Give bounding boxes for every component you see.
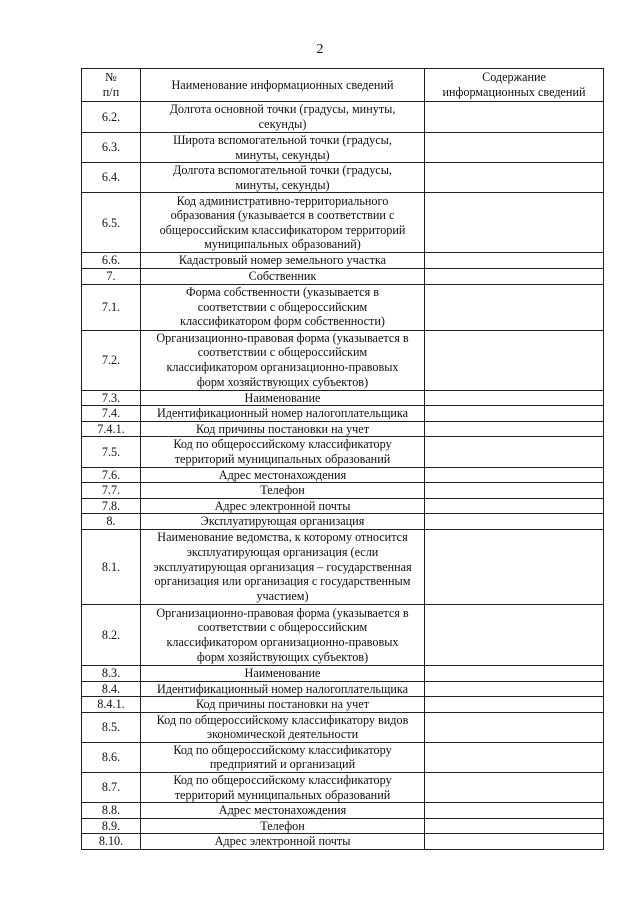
row-value[interactable] xyxy=(425,421,604,437)
table-row xyxy=(82,193,604,253)
table-row xyxy=(82,498,604,514)
table-row xyxy=(82,483,604,499)
row-name: Долгота вспомогательной точки (градусы, минуты, секунды) xyxy=(141,163,425,193)
info-table xyxy=(81,68,604,850)
row-value[interactable] xyxy=(425,803,604,819)
row-name: Идентификационный номер налогоплательщика xyxy=(141,406,425,422)
row-name: Код причины постановки на учет xyxy=(141,421,425,437)
row-value[interactable] xyxy=(425,681,604,697)
row-value[interactable] xyxy=(425,483,604,499)
table-row xyxy=(82,133,604,163)
table-row xyxy=(82,102,604,133)
table-row xyxy=(82,773,604,803)
table-row xyxy=(82,284,604,330)
row-name: Наименование xyxy=(141,390,425,406)
table-row xyxy=(82,818,604,834)
table-row xyxy=(82,834,604,850)
row-value[interactable] xyxy=(425,406,604,422)
row-value[interactable] xyxy=(425,818,604,834)
row-value[interactable] xyxy=(425,697,604,713)
row-name: Адрес местонахождения xyxy=(141,467,425,483)
row-name: Адрес местонахождения xyxy=(141,803,425,819)
row-name: Идентификационный номер налогоплательщика xyxy=(141,681,425,697)
table-row xyxy=(82,268,604,284)
row-value[interactable] xyxy=(425,604,604,665)
row-number: 8.7. xyxy=(82,773,141,803)
row-number: 8.8. xyxy=(82,803,141,819)
row-value[interactable] xyxy=(425,330,604,390)
header-content: Содержание информационных сведений xyxy=(425,69,604,102)
row-number: 7.4. xyxy=(82,406,141,422)
row-name: Наименование xyxy=(141,665,425,681)
row-number: 8.6. xyxy=(82,742,141,772)
table-row xyxy=(82,712,604,742)
header-name: Наименование информационных сведений xyxy=(141,69,425,102)
row-value[interactable] xyxy=(425,742,604,772)
row-name: Организационно-правовая форма (указывается в соответствии с общероссийским классификатором организационно-правовых форм хозяйствующих субъектов) xyxy=(141,330,425,390)
row-name: Организационно-правовая форма (указывается в соответствии с общероссийским классификатором организационно-правовых форм хозяйствующих субъектов) xyxy=(141,604,425,665)
table-row xyxy=(82,390,604,406)
table-row xyxy=(82,665,604,681)
table-row xyxy=(82,697,604,713)
row-number: 7. xyxy=(82,268,141,284)
table-row xyxy=(82,163,604,193)
row-number: 8.9. xyxy=(82,818,141,834)
row-name: Форма собственности (указывается в соответствии с общероссийским классификатором форм собственности) xyxy=(141,284,425,330)
row-value[interactable] xyxy=(425,437,604,467)
row-value[interactable] xyxy=(425,529,604,604)
row-number: 6.4. xyxy=(82,163,141,193)
row-number: 6.3. xyxy=(82,133,141,163)
row-number: 8.2. xyxy=(82,604,141,665)
table-row xyxy=(82,330,604,390)
row-number: 7.8. xyxy=(82,498,141,514)
row-number: 8.4. xyxy=(82,681,141,697)
row-number: 8.1. xyxy=(82,529,141,604)
header-num: № п/п xyxy=(82,69,141,102)
row-name: Широта вспомогательной точки (градусы, минуты, секунды) xyxy=(141,133,425,163)
row-number: 8.5. xyxy=(82,712,141,742)
row-name: Адрес электронной почты xyxy=(141,498,425,514)
row-name: Собственник xyxy=(141,268,425,284)
row-value[interactable] xyxy=(425,712,604,742)
row-number: 6.2. xyxy=(82,102,141,133)
row-name: Код по общероссийскому классификатору территорий муниципальных образований xyxy=(141,437,425,467)
row-value[interactable] xyxy=(425,498,604,514)
row-number: 8.10. xyxy=(82,834,141,850)
row-value[interactable] xyxy=(425,514,604,530)
row-value[interactable] xyxy=(425,102,604,133)
row-name: Адрес электронной почты xyxy=(141,834,425,850)
row-value[interactable] xyxy=(425,390,604,406)
row-name: Телефон xyxy=(141,818,425,834)
row-value[interactable] xyxy=(425,665,604,681)
table-row xyxy=(82,467,604,483)
row-number: 6.6. xyxy=(82,253,141,269)
row-name: Телефон xyxy=(141,483,425,499)
table-body xyxy=(82,102,604,850)
table-row xyxy=(82,681,604,697)
row-name: Код по общероссийскому классификатору предприятий и организаций xyxy=(141,742,425,772)
row-value[interactable] xyxy=(425,133,604,163)
page-number: 2 xyxy=(316,42,324,57)
row-number: 7.2. xyxy=(82,330,141,390)
row-name: Наименование ведомства, к которому относится эксплуатирующая организация (если эксплуатирующая организация – государственная организация или организация с государственным участием) xyxy=(141,529,425,604)
row-number: 7.3. xyxy=(82,390,141,406)
row-name: Код административно-территориального образования (указывается в соответствии с общероссийским классификатором территорий муниципальных образований) xyxy=(141,193,425,253)
table-row xyxy=(82,803,604,819)
table-row xyxy=(82,514,604,530)
row-value[interactable] xyxy=(425,193,604,253)
table-row xyxy=(82,406,604,422)
row-name: Долгота основной точки (градусы, минуты, секунды) xyxy=(141,102,425,133)
row-value[interactable] xyxy=(425,467,604,483)
row-value[interactable] xyxy=(425,773,604,803)
row-name: Код причины постановки на учет xyxy=(141,697,425,713)
row-number: 7.6. xyxy=(82,467,141,483)
row-name: Код по общероссийскому классификатору территорий муниципальных образований xyxy=(141,773,425,803)
row-value[interactable] xyxy=(425,163,604,193)
table-row xyxy=(82,437,604,467)
row-name: Код по общероссийскому классификатору видов экономической деятельности xyxy=(141,712,425,742)
row-number: 6.5. xyxy=(82,193,141,253)
row-number: 7.4.1. xyxy=(82,421,141,437)
row-value[interactable] xyxy=(425,268,604,284)
row-number: 7.5. xyxy=(82,437,141,467)
row-name: Кадастровый номер земельного участка xyxy=(141,253,425,269)
row-value[interactable] xyxy=(425,284,604,330)
table-row xyxy=(82,742,604,772)
row-number: 8.4.1. xyxy=(82,697,141,713)
header-row xyxy=(82,69,604,102)
row-number: 8.3. xyxy=(82,665,141,681)
table-row xyxy=(82,604,604,665)
row-value[interactable] xyxy=(425,834,604,850)
row-number: 8. xyxy=(82,514,141,530)
table-row xyxy=(82,253,604,269)
row-name: Эксплуатирующая организация xyxy=(141,514,425,530)
row-number: 7.7. xyxy=(82,483,141,499)
row-value[interactable] xyxy=(425,253,604,269)
table-row xyxy=(82,529,604,604)
table-row xyxy=(82,421,604,437)
row-number: 7.1. xyxy=(82,284,141,330)
